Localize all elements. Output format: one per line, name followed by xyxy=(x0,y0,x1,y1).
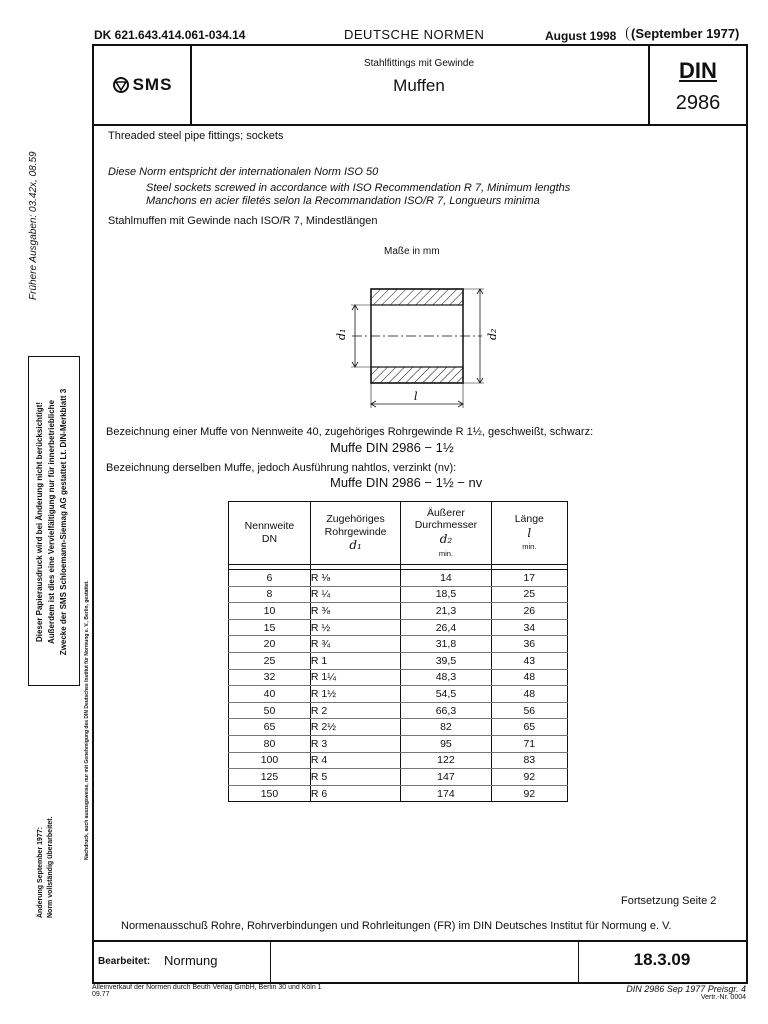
pipe-thread-cell: R 1¼ xyxy=(310,669,400,686)
title-block xyxy=(94,46,746,126)
nominal-size-cell: 10 xyxy=(229,603,311,620)
nominal-size-cell: 20 xyxy=(229,636,311,653)
outer-diameter-cell: 82 xyxy=(401,719,491,736)
pipe-thread-cell: R 4 xyxy=(310,752,400,769)
nominal-size-cell: 40 xyxy=(229,686,311,703)
outer-diameter-cell: 39,5 xyxy=(401,652,491,669)
length-cell: 25 xyxy=(491,586,567,603)
logo-cell xyxy=(94,46,192,124)
outer-diameter-cell: 14 xyxy=(401,570,491,587)
internal-copy-stamp: Dieser Papierausdruck wird bei Änderung nicht berücksichtigt! Außerdem ist dies eine Vervielfältigung nur für innerbetriebliche Zwecke der SMS Schloemann-Siemag AG gestattet Lt. DIN-Merkblatt 3 xyxy=(28,356,80,686)
issue-date: August 1998 xyxy=(545,29,617,43)
table-row xyxy=(229,619,568,636)
length-cell: 71 xyxy=(491,735,567,752)
outer-diameter-cell: 95 xyxy=(401,735,491,752)
nominal-size-cell: 125 xyxy=(229,769,311,786)
din-label: DIN xyxy=(679,58,717,83)
pipe-thread-cell: R ½ xyxy=(310,619,400,636)
length-cell: 48 xyxy=(491,686,567,703)
designation-seamless-text: Bezeichnung derselben Muffe, jedoch Ausführung nahtlos, verzinkt (nv): xyxy=(106,462,457,474)
header-length: Länge l min. xyxy=(491,502,567,565)
pipe-thread-cell: R 1 xyxy=(310,652,400,669)
table-row xyxy=(229,586,568,603)
table-row xyxy=(229,669,568,686)
table-row xyxy=(229,719,568,736)
dimensions-table xyxy=(228,501,568,802)
processed-by-label: Bearbeitet: xyxy=(98,956,151,967)
outer-diameter-cell: 122 xyxy=(401,752,491,769)
units-note: Maße in mm xyxy=(384,246,440,257)
pipe-thread-cell: R 3 xyxy=(310,735,400,752)
reprint-notice: Nachdruck, auch auszugsweise, nur mit Genehmigung des DIN Deutsches Institut für Normung e. V., Berlin, gestattet. xyxy=(84,580,90,860)
designation-example-text: Bezeichnung einer Muffe von Nennweite 40, zugehöriges Rohrgewinde R 1½, geschweißt, schwarz: xyxy=(106,426,594,438)
din-cell xyxy=(650,46,746,124)
nominal-size-cell: 65 xyxy=(229,719,311,736)
table-row xyxy=(229,735,568,752)
din-number: 2986 xyxy=(675,92,721,114)
outer-diameter-cell: 174 xyxy=(401,785,491,802)
iso-reference: Diese Norm entspricht der internationalen Norm ISO 50 xyxy=(108,166,379,178)
english-title: Threaded steel pipe fittings; sockets xyxy=(108,130,284,142)
outer-diameter-cell: 31,8 xyxy=(401,636,491,653)
pipe-thread-cell: R 6 xyxy=(310,785,400,802)
amendment-note: Änderung September 1977: Norm vollständig überarbeitet. xyxy=(37,816,54,918)
table-row xyxy=(229,769,568,786)
socket-drawing xyxy=(330,280,510,410)
pipe-thread-cell: R 1½ xyxy=(310,686,400,703)
document-header-line xyxy=(92,26,748,44)
nominal-size-cell: 15 xyxy=(229,619,311,636)
d1-dimension-label: d₁ xyxy=(335,328,348,340)
table-row xyxy=(229,652,568,669)
processing-row xyxy=(94,942,746,982)
outer-diameter-cell: 48,3 xyxy=(401,669,491,686)
german-description: Stahlmuffen mit Gewinde nach ISO/R 7, Mindestlängen xyxy=(108,215,378,227)
nominal-size-cell: 32 xyxy=(229,669,311,686)
table-row xyxy=(229,785,568,802)
committee-note: Normenausschuß Rohre, Rohrverbindungen und Rohrleitungen (FR) im DIN Deutsches Institut für Normung e. V. xyxy=(121,920,672,932)
header-pipe-thread: Zugehöriges Rohrgewinde d₁ xyxy=(310,502,400,565)
previous-issue-date: (September 1977) xyxy=(626,26,741,41)
outer-diameter-cell: 21,3 xyxy=(401,603,491,620)
header-nominal-size: Nennweite DN xyxy=(229,502,311,565)
logo-text: SMS xyxy=(132,75,173,94)
processed-by-cell xyxy=(94,942,271,982)
continuation-note: Fortsetzung Seite 2 xyxy=(621,895,717,907)
table-row xyxy=(229,570,568,587)
nominal-size-cell: 50 xyxy=(229,702,311,719)
empty-cell xyxy=(270,942,579,982)
nominal-size-cell: 100 xyxy=(229,752,311,769)
header-outer-diameter: Äußerer Durchmesser d₂ min. xyxy=(401,502,491,565)
pipe-thread-cell: R ⅛ xyxy=(310,570,400,587)
length-dimension-label: l xyxy=(414,390,418,403)
organization-name: DEUTSCHE NORMEN xyxy=(344,27,485,42)
length-cell: 36 xyxy=(491,636,567,653)
table-row xyxy=(229,702,568,719)
outer-diameter-cell: 147 xyxy=(401,769,491,786)
previous-editions-note: Frühere Ausgaben: 03.42x, 08.59 xyxy=(28,151,39,300)
d2-dimension-label: d₂ xyxy=(486,328,499,340)
table-row xyxy=(229,752,568,769)
length-cell: 17 xyxy=(491,570,567,587)
nominal-size-cell: 25 xyxy=(229,652,311,669)
length-cell: 26 xyxy=(491,603,567,620)
publisher-note: Alleinverkauf der Normen durch Beuth Verlag GmbH, Berlin 30 und Köln 1 09.77 xyxy=(92,984,322,998)
document-subtitle: Stahlfittings mit Gewinde xyxy=(363,58,475,69)
pipe-thread-cell: R ¾ xyxy=(310,636,400,653)
length-cell: 43 xyxy=(491,652,567,669)
nominal-size-cell: 6 xyxy=(229,570,311,587)
outer-diameter-cell: 18,5 xyxy=(401,586,491,603)
length-cell: 65 xyxy=(491,719,567,736)
nominal-size-cell: 8 xyxy=(229,586,311,603)
document-title: Muffen xyxy=(393,76,445,95)
length-cell: 48 xyxy=(491,669,567,686)
table-row xyxy=(229,686,568,703)
dk-classification: DK 621.643.414.061-034.14 xyxy=(94,28,246,42)
processed-by-value: Normung xyxy=(164,953,218,968)
outer-diameter-cell: 26,4 xyxy=(401,619,491,636)
processing-date-cell xyxy=(578,942,746,982)
sms-logo-icon xyxy=(112,77,130,93)
pipe-thread-cell: R ⅜ xyxy=(310,603,400,620)
processing-date: 18.3.09 xyxy=(633,950,691,969)
table-row xyxy=(229,603,568,620)
table-body xyxy=(229,570,568,802)
table-row xyxy=(229,636,568,653)
length-cell: 92 xyxy=(491,769,567,786)
nominal-size-cell: 80 xyxy=(229,735,311,752)
outer-diameter-cell: 66,3 xyxy=(401,702,491,719)
french-description: Manchons en acier filetés selon la Recommandation ISO/R 7, Longueurs minima xyxy=(146,195,540,207)
english-description: Steel sockets screwed in accordance with ISO Recommendation R 7, Minimum lengths xyxy=(146,182,571,194)
length-cell: 92 xyxy=(491,785,567,802)
outer-diameter-cell: 54,5 xyxy=(401,686,491,703)
pipe-thread-cell: R 2½ xyxy=(310,719,400,736)
document-reference: DIN 2986 Sep 1977 Preisgr. 4 Vertr.-Nr. 0004 xyxy=(626,984,746,1001)
pipe-thread-cell: R 2 xyxy=(310,702,400,719)
length-cell: 83 xyxy=(491,752,567,769)
nominal-size-cell: 150 xyxy=(229,785,311,802)
designation-example-formula: Muffe DIN 2986 − 1½ xyxy=(330,440,454,455)
designation-seamless-formula: Muffe DIN 2986 − 1½ − nv xyxy=(330,475,483,490)
length-cell: 56 xyxy=(491,702,567,719)
pipe-thread-cell: R ¼ xyxy=(310,586,400,603)
title-cell xyxy=(190,46,650,124)
pipe-thread-cell: R 5 xyxy=(310,769,400,786)
length-cell: 34 xyxy=(491,619,567,636)
